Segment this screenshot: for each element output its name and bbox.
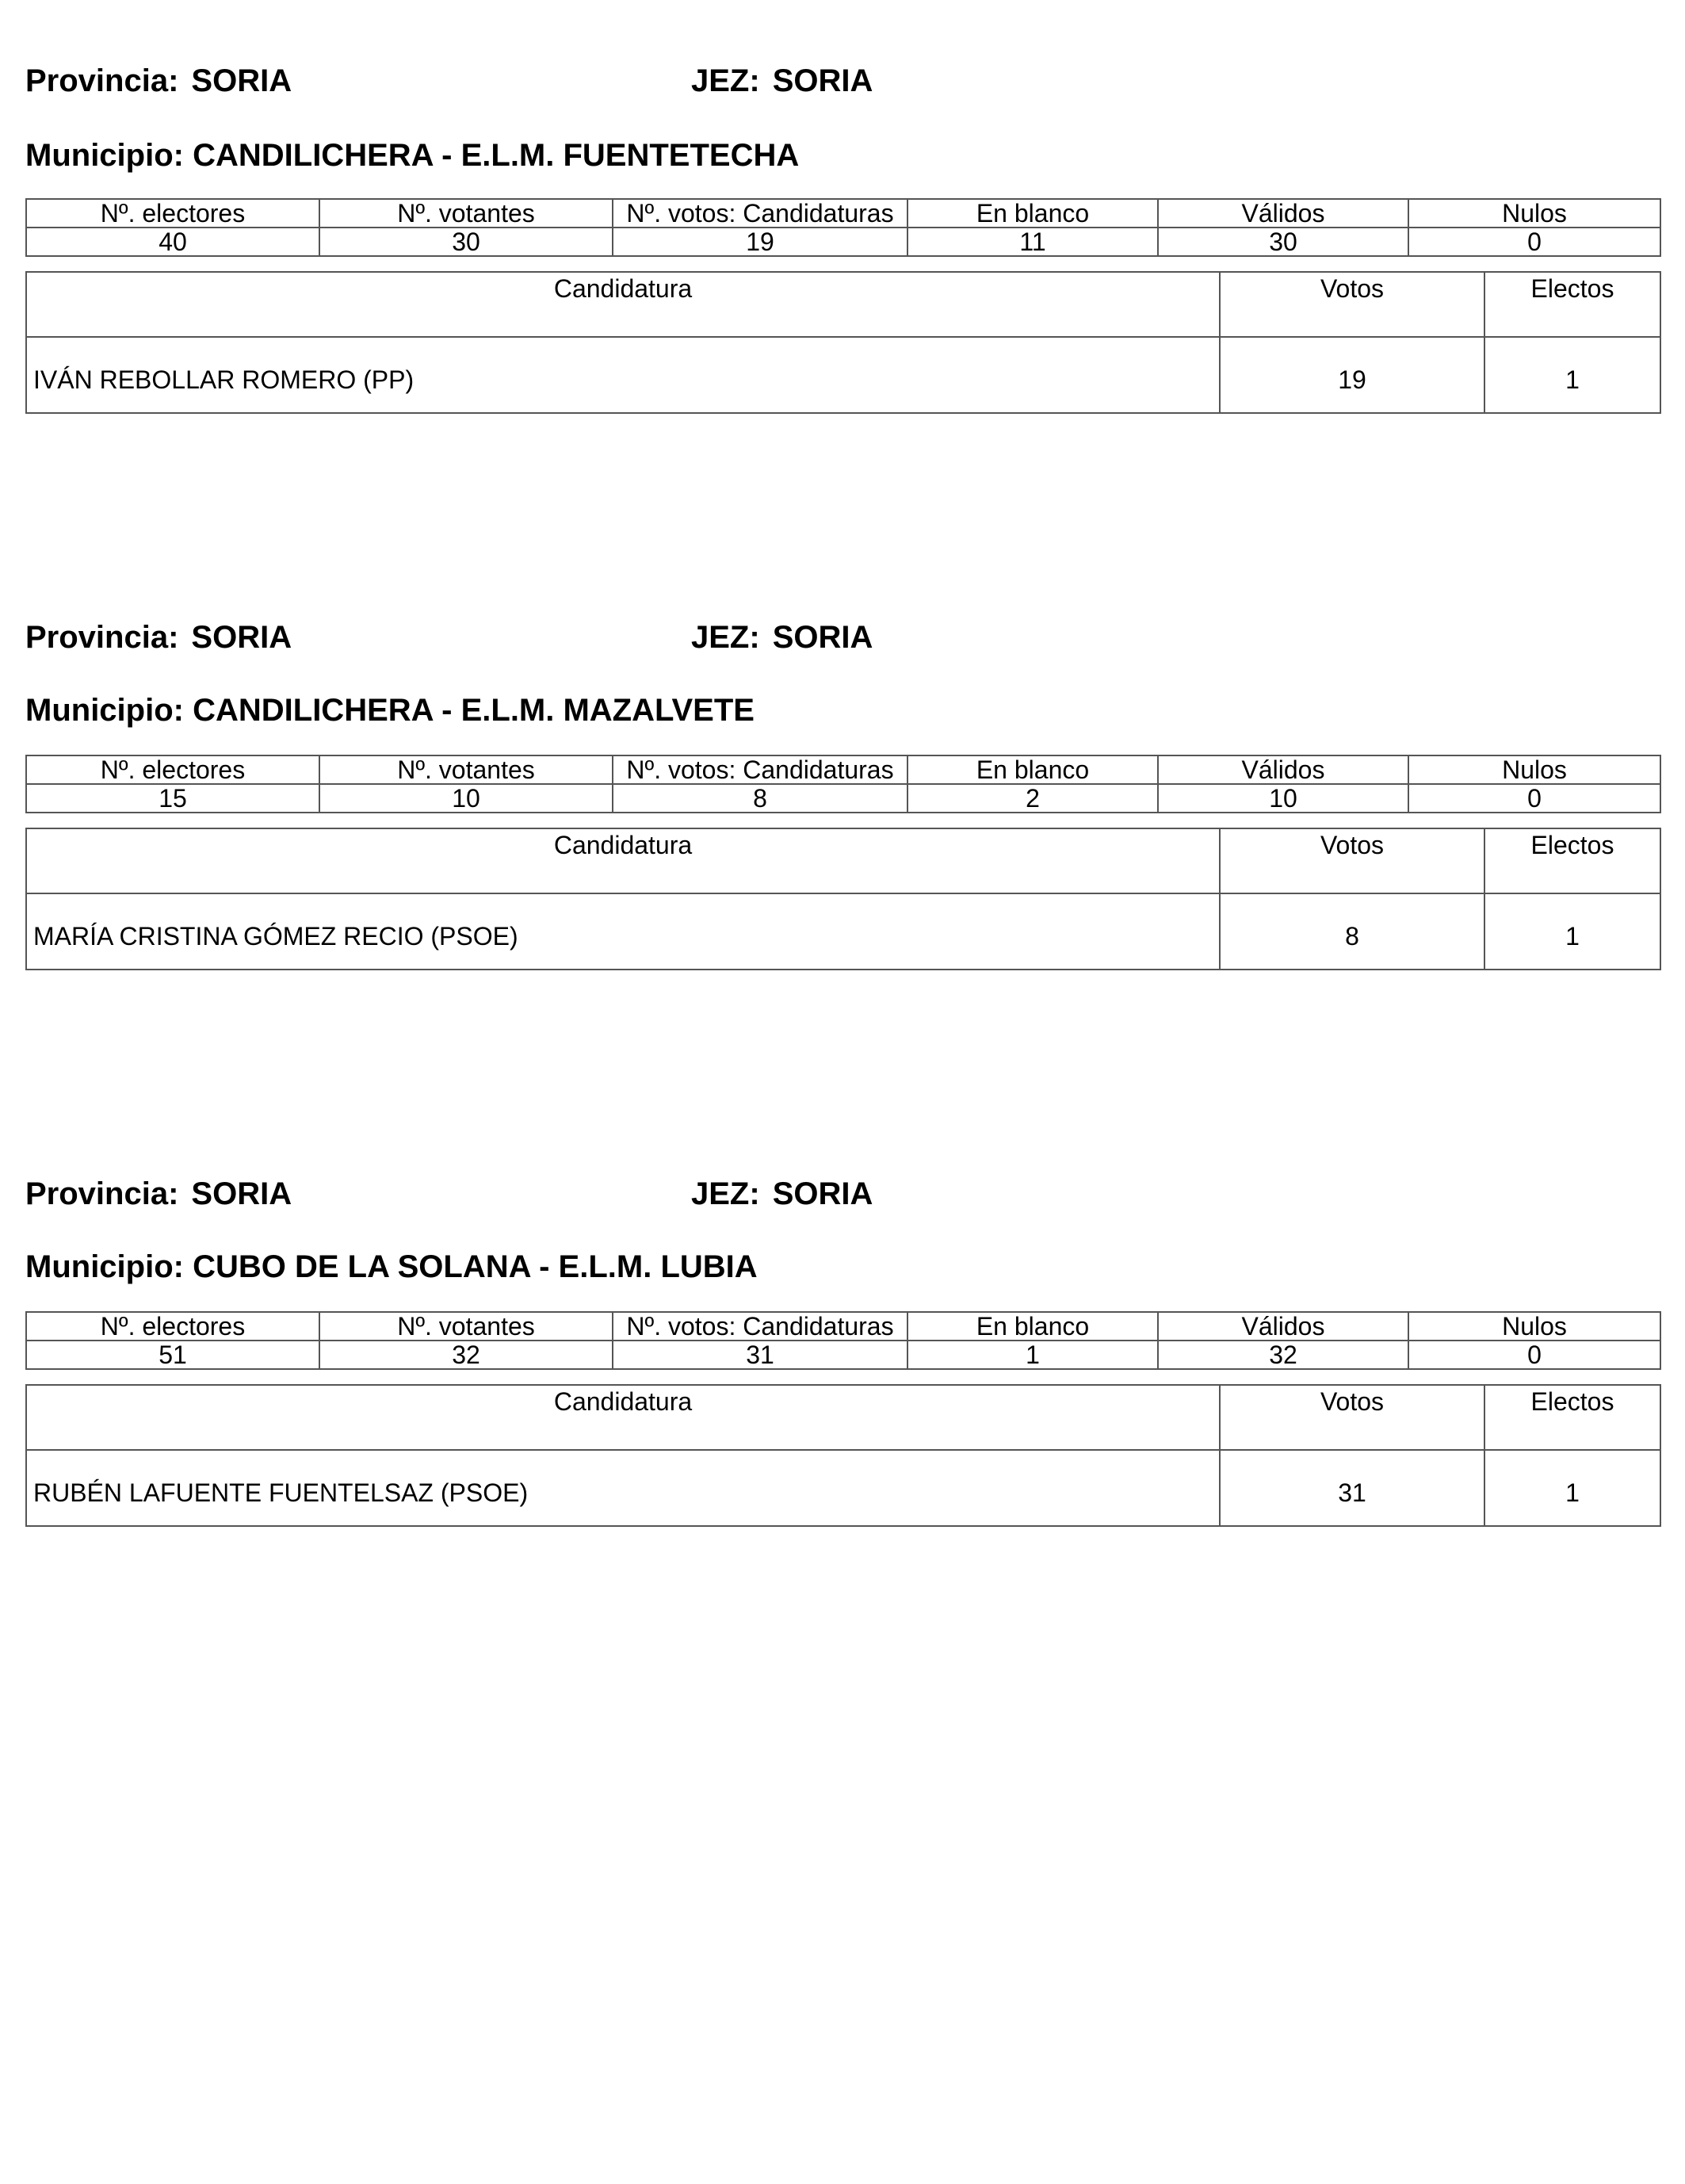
jez-value: SORIA — [772, 620, 873, 655]
stats-header-validos: Válidos — [1158, 755, 1408, 784]
candidatura-header-row — [26, 272, 1660, 337]
stats-validos: 30 — [1158, 228, 1408, 256]
stats-table — [25, 198, 1661, 257]
provincia-label: Provincia: — [25, 620, 179, 655]
stats-header-nulos: Nulos — [1408, 755, 1660, 784]
provincia-value: SORIA — [191, 63, 292, 98]
municipio-line — [25, 1251, 758, 1283]
municipio-label: Municipio: — [25, 138, 184, 173]
header-candidatura: Candidatura — [26, 272, 1220, 337]
stats-validos: 32 — [1158, 1341, 1408, 1369]
stats-header-en-blanco: En blanco — [907, 199, 1158, 228]
stats-header-votos-candidaturas: Nº. votos: Candidaturas — [613, 199, 907, 228]
candidatura-row — [26, 893, 1660, 970]
provincia-value: SORIA — [191, 620, 292, 655]
candidatura-votos: 19 — [1220, 337, 1484, 413]
header-electos: Electos — [1484, 828, 1660, 893]
candidatura-votos: 31 — [1220, 1450, 1484, 1526]
jez-value: SORIA — [772, 63, 873, 98]
stats-value-row — [26, 784, 1660, 813]
candidatura-header-row — [26, 1385, 1660, 1450]
jez-label: JEZ: — [691, 620, 760, 655]
header-candidatura: Candidatura — [26, 1385, 1220, 1450]
stats-header-nulos: Nulos — [1408, 1312, 1660, 1341]
provincia-value: SORIA — [191, 1176, 292, 1211]
municipio-value: CUBO DE LA SOLANA - E.L.M. LUBIA — [193, 1249, 758, 1284]
stats-nulos: 0 — [1408, 1341, 1660, 1369]
provincia-label: Provincia: — [25, 1176, 179, 1211]
stats-votos-candidaturas: 31 — [613, 1341, 907, 1369]
candidatura-electos: 1 — [1484, 893, 1660, 970]
stats-header-row — [26, 1312, 1660, 1341]
provincia-line — [25, 65, 292, 97]
stats-header-votos-candidaturas: Nº. votos: Candidaturas — [613, 755, 907, 784]
stats-header-en-blanco: En blanco — [907, 1312, 1158, 1341]
municipio-label: Municipio: — [25, 693, 184, 728]
stats-votantes: 10 — [319, 784, 613, 813]
stats-en-blanco: 2 — [907, 784, 1158, 813]
candidatura-table — [25, 1384, 1661, 1527]
header-electos: Electos — [1484, 1385, 1660, 1450]
jez-line — [691, 65, 873, 97]
stats-electores: 51 — [26, 1341, 319, 1369]
municipio-line — [25, 140, 799, 171]
stats-header-nulos: Nulos — [1408, 199, 1660, 228]
stats-votos-candidaturas: 19 — [613, 228, 907, 256]
candidatura-row — [26, 1450, 1660, 1526]
stats-votantes: 30 — [319, 228, 613, 256]
stats-nulos: 0 — [1408, 228, 1660, 256]
header-votos: Votos — [1220, 272, 1484, 337]
jez-label: JEZ: — [691, 63, 760, 98]
provincia-label: Provincia: — [25, 63, 179, 98]
jez-value: SORIA — [772, 1176, 873, 1211]
candidatura-electos: 1 — [1484, 337, 1660, 413]
candidatura-votos: 8 — [1220, 893, 1484, 970]
provincia-line — [25, 1178, 292, 1210]
header-votos: Votos — [1220, 828, 1484, 893]
stats-header-validos: Válidos — [1158, 199, 1408, 228]
stats-table — [25, 1311, 1661, 1370]
stats-header-electores: Nº. electores — [26, 1312, 319, 1341]
candidatura-name: RUBÉN LAFUENTE FUENTELSAZ (PSOE) — [26, 1450, 1220, 1526]
stats-header-row — [26, 755, 1660, 784]
candidatura-electos: 1 — [1484, 1450, 1660, 1526]
stats-votos-candidaturas: 8 — [613, 784, 907, 813]
stats-validos: 10 — [1158, 784, 1408, 813]
header-votos: Votos — [1220, 1385, 1484, 1450]
jez-line — [691, 1178, 873, 1210]
stats-header-electores: Nº. electores — [26, 199, 319, 228]
candidatura-name: IVÁN REBOLLAR ROMERO (PP) — [26, 337, 1220, 413]
stats-header-en-blanco: En blanco — [907, 755, 1158, 784]
stats-en-blanco: 1 — [907, 1341, 1158, 1369]
provincia-line — [25, 622, 292, 653]
stats-header-votantes: Nº. votantes — [319, 199, 613, 228]
jez-label: JEZ: — [691, 1176, 760, 1211]
municipio-label: Municipio: — [25, 1249, 184, 1284]
jez-line — [691, 622, 873, 653]
stats-header-validos: Válidos — [1158, 1312, 1408, 1341]
stats-header-votantes: Nº. votantes — [319, 755, 613, 784]
stats-value-row — [26, 1341, 1660, 1369]
stats-votantes: 32 — [319, 1341, 613, 1369]
stats-en-blanco: 11 — [907, 228, 1158, 256]
candidatura-table — [25, 271, 1661, 414]
municipio-line — [25, 694, 755, 726]
stats-nulos: 0 — [1408, 784, 1660, 813]
stats-header-votantes: Nº. votantes — [319, 1312, 613, 1341]
candidatura-name: MARÍA CRISTINA GÓMEZ RECIO (PSOE) — [26, 893, 1220, 970]
stats-table — [25, 755, 1661, 813]
stats-header-electores: Nº. electores — [26, 755, 319, 784]
stats-value-row — [26, 228, 1660, 256]
stats-electores: 40 — [26, 228, 319, 256]
header-electos: Electos — [1484, 272, 1660, 337]
candidatura-row — [26, 337, 1660, 413]
candidatura-header-row — [26, 828, 1660, 893]
stats-electores: 15 — [26, 784, 319, 813]
stats-header-row — [26, 199, 1660, 228]
candidatura-table — [25, 828, 1661, 970]
header-candidatura: Candidatura — [26, 828, 1220, 893]
municipio-value: CANDILICHERA - E.L.M. FUENTETECHA — [193, 138, 800, 173]
municipio-value: CANDILICHERA - E.L.M. MAZALVETE — [193, 693, 755, 728]
stats-header-votos-candidaturas: Nº. votos: Candidaturas — [613, 1312, 907, 1341]
